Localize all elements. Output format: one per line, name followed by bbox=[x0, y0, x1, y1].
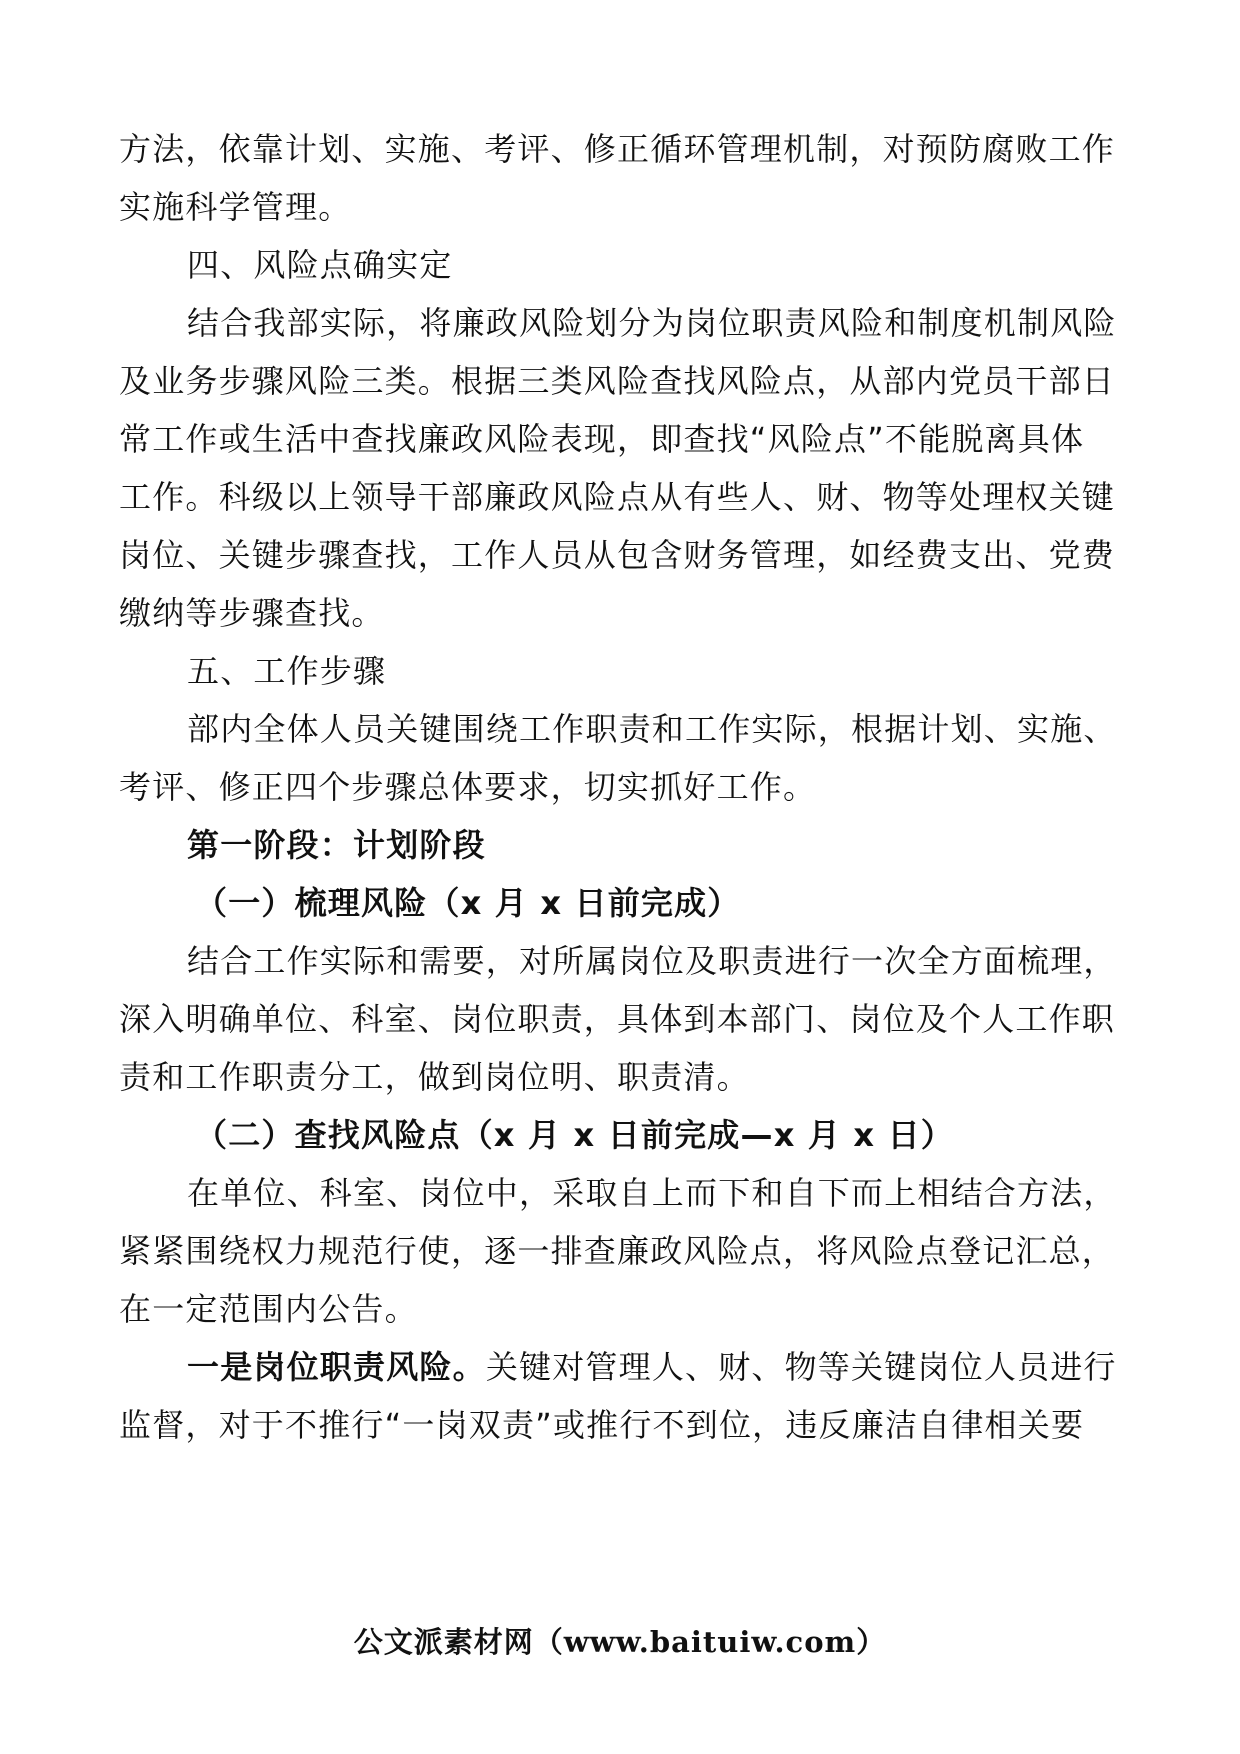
paragraph-line: 考评、修正四个步骤总体要求，切实抓好工作。 bbox=[119, 768, 817, 806]
section-heading: 五、工作步骤 bbox=[187, 652, 387, 690]
paragraph-line bbox=[187, 1345, 1117, 1389]
paragraph-line: 岗位、关键步骤查找，工作人员从包含财务管理，如经费支出、党费 bbox=[119, 536, 1116, 574]
paragraph-line: 结合工作实际和需要，对所属岗位及职责进行一次全方面梳理， bbox=[187, 942, 1117, 980]
paragraph-line: 结合我部实际，将廉政风险划分为岗位职责风险和制度机制风险 bbox=[187, 304, 1117, 342]
paragraph-line: 缴纳等步骤查找。 bbox=[119, 594, 385, 632]
paragraph-text: 关键对管理人、财、物等关键岗位人员进行 bbox=[485, 1348, 1117, 1386]
phase-heading: 第一阶段：计划阶段 bbox=[187, 826, 486, 864]
paragraph-line: 监督，对于不推行“一岗双责”或推行不到位，违反廉洁自律相关要 bbox=[119, 1406, 1085, 1444]
footer-watermark: 公文派素材网（www.baituiw.com） bbox=[353, 1625, 887, 1659]
paragraph-line: 责和工作职责分工，做到岗位明、职责清。 bbox=[119, 1058, 750, 1096]
paragraph-line: 实施科学管理。 bbox=[119, 188, 352, 226]
section-heading: 四、风险点确实定 bbox=[187, 246, 453, 284]
paragraph-line: 方法，依靠计划、实施、考评、修正循环管理机制，对预防腐败工作 bbox=[119, 130, 1116, 168]
paragraph-line: 工作。科级以上领导干部廉政风险点从有些人、财、物等处理权关键 bbox=[119, 478, 1116, 516]
paragraph-line: 紧紧围绕权力规范行使，逐一排查廉政风险点，将风险点登记汇总， bbox=[119, 1232, 1116, 1270]
paragraph-line: 在一定范围内公告。 bbox=[119, 1290, 418, 1328]
paragraph-line: 深入明确单位、科室、岗位职责，具体到本部门、岗位及个人工作职 bbox=[119, 1000, 1116, 1038]
subsection-heading: （二）查找风险点（x 月 x 日前完成—x 月 x 日） bbox=[195, 1116, 955, 1154]
paragraph-line: 在单位、科室、岗位中，采取自上而下和自下而上相结合方法， bbox=[187, 1174, 1117, 1212]
paragraph-line: 常工作或生活中查找廉政风险表现，即查找“风险点”不能脱离具体 bbox=[119, 420, 1085, 458]
subsection-heading: （一）梳理风险（x 月 x 日前完成） bbox=[195, 884, 741, 922]
lead-in-phrase: 一是岗位职责风险。 bbox=[187, 1348, 486, 1386]
paragraph-line: 及业务步骤风险三类。根据三类风险查找风险点，从部内党员干部日 bbox=[119, 362, 1116, 400]
paragraph-line: 部内全体人员关键围绕工作职责和工作实际，根据计划、实施、 bbox=[187, 710, 1117, 748]
